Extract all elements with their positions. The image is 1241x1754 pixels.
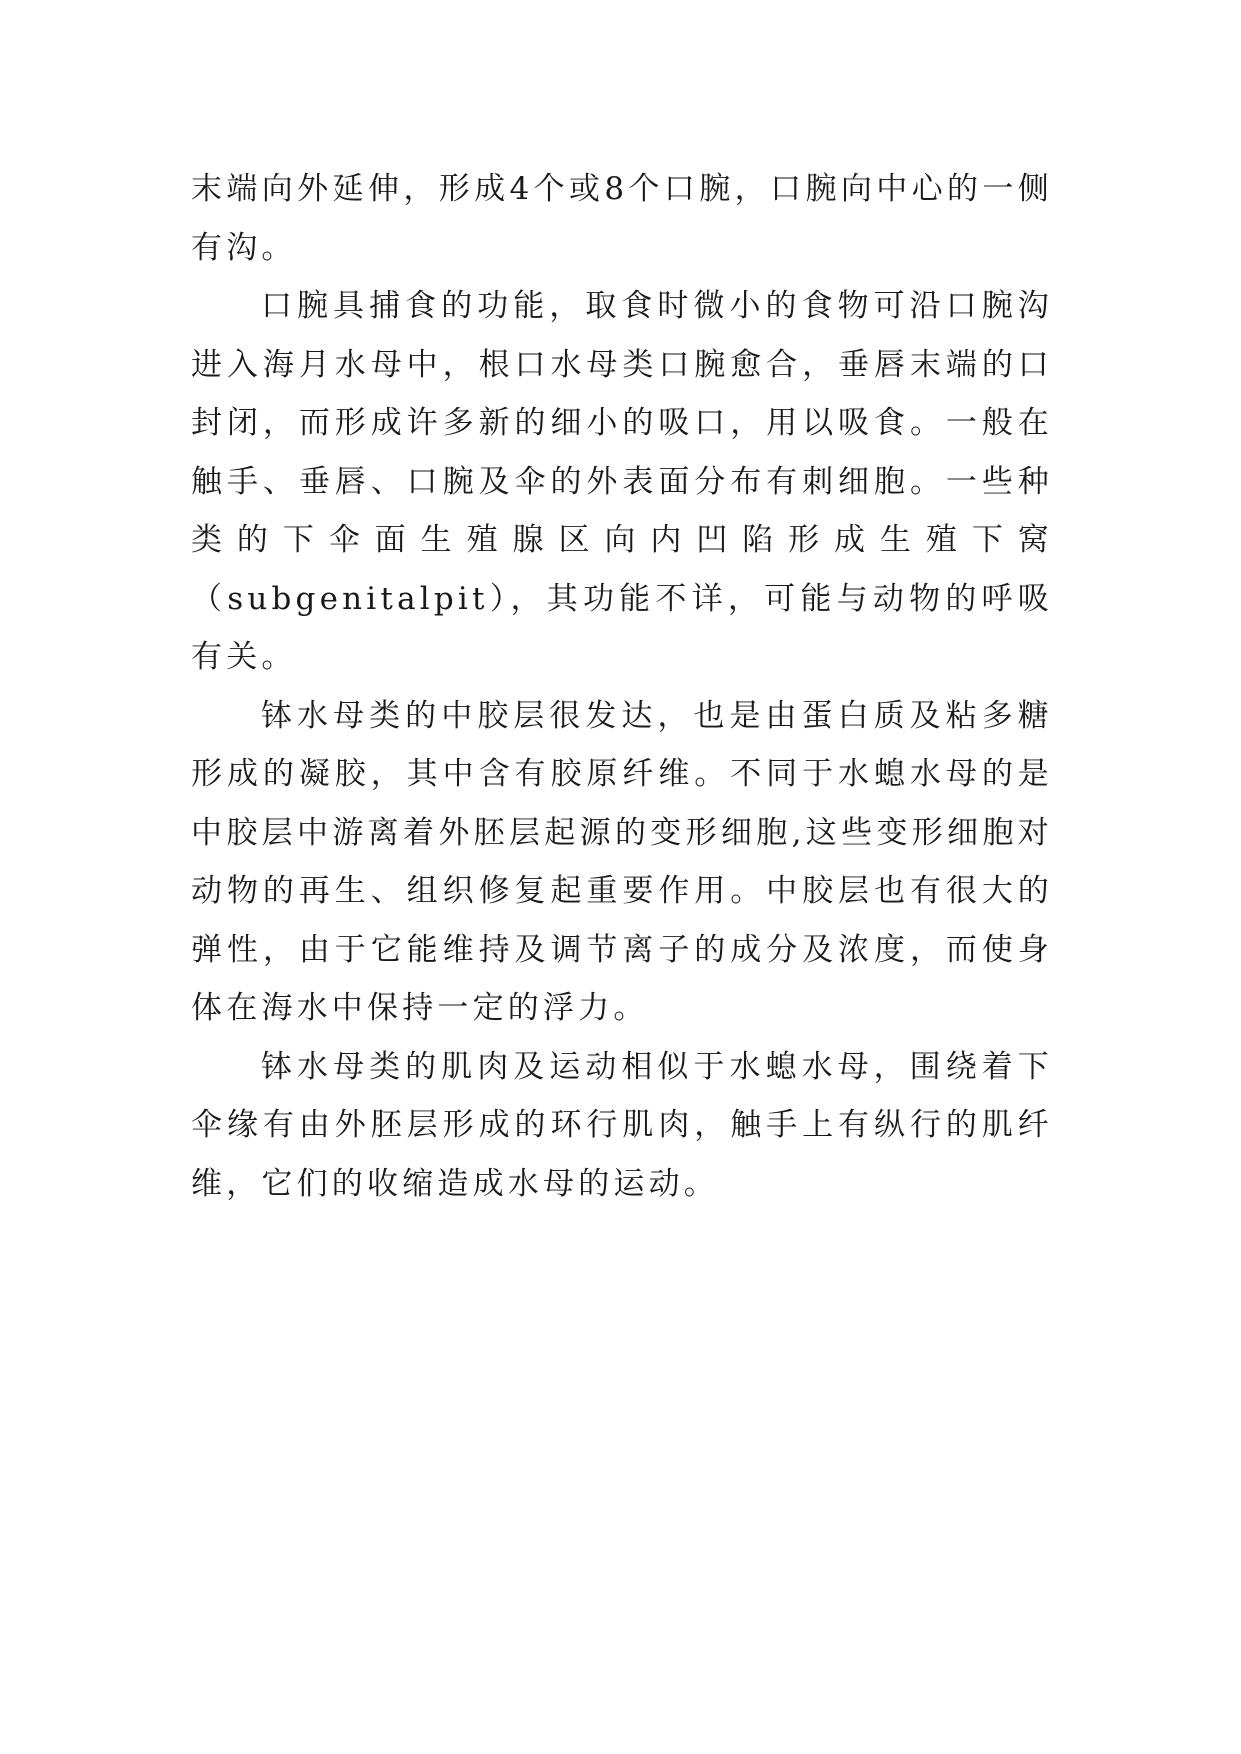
paragraph-muscles: 钵水母类的肌肉及运动相似于水螅水母，围绕着下伞缘有由外胚层形成的环行肌肉，触手上有纵行的肌纤维，它们的收缩造成水母的运动。 <box>191 1048 1053 1202</box>
paragraph-continuation: 末端向外延伸，形成4个或8个口腕，口腕向中心的一侧有沟。 <box>191 171 1053 266</box>
paragraph-oral-arms: 口腕具捕食的功能，取食时微小的食物可沿口腕沟进入海月水母中，根口水母类口腕愈合，垂唇末端的口封闭，而形成许多新的细小的吸口，用以吸食。一般在触手、垂唇、口腕及伞的外表面分布有刺细胞。一些种类的下伞面生殖腺区向内凹陷形成生殖下窝（subgenitalpit），其功能不详，可能与动物的呼吸有关。 <box>191 288 1053 675</box>
document-body <box>191 160 1053 1213</box>
paragraph-mesoglea: 钵水母类的中胶层很发达，也是由蛋白质及粘多糖形成的凝胶，其中含有胶原纤维。不同于水螅水母的是中胶层中游离着外胚层起源的变形细胞,这些变形细胞对动物的再生、组织修复起重要作用。中胶层也有很大的弹性，由于它能维持及调节离子的成分及浓度，而使身体在海水中保持一定的浮力。 <box>191 697 1053 1026</box>
